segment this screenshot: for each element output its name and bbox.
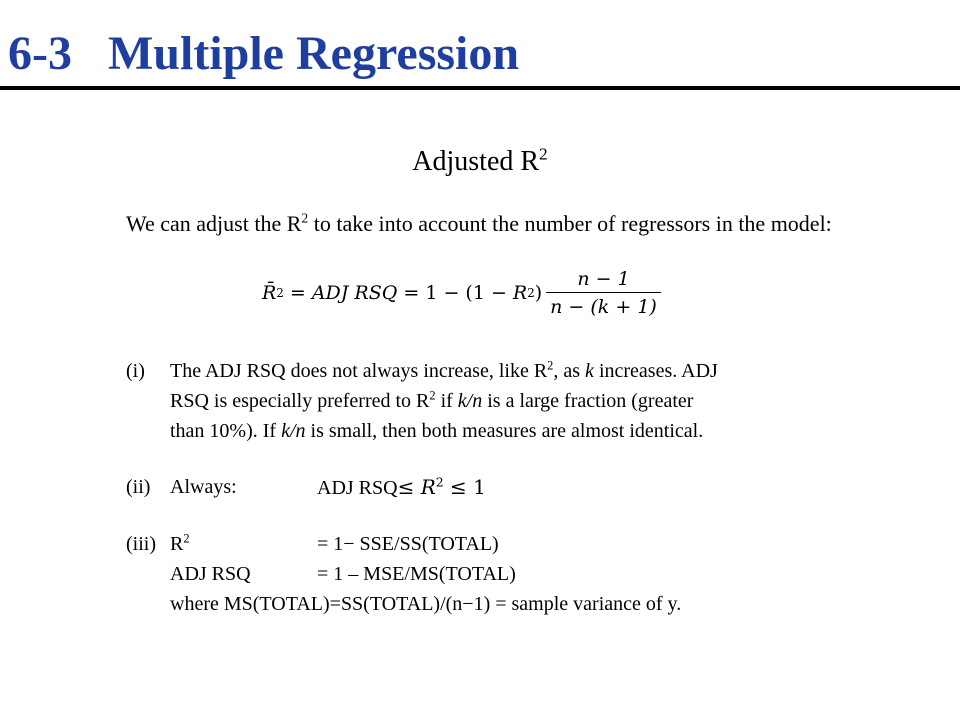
item-i-text: than 10%). If [170, 420, 282, 442]
item-i-text: is a large fraction (greater [482, 390, 694, 412]
item-iii-eq1: = 1− SSE/SS(TOTAL) [317, 533, 499, 555]
item-iii-superscript: 2 [183, 531, 190, 546]
intro-paragraph [126, 208, 856, 240]
item-iii-eq2: = 1 – MSE/MS(TOTAL) [317, 563, 516, 585]
title-divider [0, 86, 960, 90]
list-item-i [126, 356, 846, 386]
item-i-superscript: 2 [429, 388, 436, 403]
item-ii-text: ≤ 1 [443, 475, 486, 499]
adjusted-r2-formula: R̄ 2 = ADJ RSQ = 1 − (1 − R 2 ) $\frac{n - 1}{n - (k + 1)}$ [262, 268, 661, 318]
item-marker: (ii) [126, 476, 151, 498]
formula-close: ) [534, 282, 543, 304]
formula-adj: ADJ RSQ [311, 282, 398, 304]
formula-denominator: n − (k + 1) [546, 292, 661, 318]
item-i-variable: k [585, 360, 594, 382]
list-item-ii [126, 472, 846, 503]
item-iii-where: where MS(TOTAL)=SS(TOTAL)/(n−1) = sample variance of y. [170, 593, 682, 615]
formula-eq1: = [283, 282, 312, 304]
item-i-text: if [435, 390, 458, 412]
item-iii-line2 [126, 559, 846, 589]
notes-list [126, 356, 846, 619]
item-iii-text: R [170, 533, 184, 555]
item-marker: (i) [126, 360, 145, 382]
item-i-superscript: 2 [547, 358, 554, 373]
item-i-text: The ADJ RSQ does not always increase, like R [170, 360, 548, 382]
item-marker: (iii) [126, 533, 156, 555]
formula-lhs: R̄ [262, 282, 277, 304]
section-heading [0, 146, 960, 178]
slide-title: 6-3 Multiple Regression [8, 27, 520, 80]
item-i-text: is small, then both measures are almost identical. [305, 420, 704, 442]
intro-text-1: We can adjust the R [126, 211, 302, 236]
item-i-text: , as [553, 360, 586, 382]
formula-eq2: = 1 − (1 − [397, 282, 513, 304]
item-i-variable: k/n [457, 390, 483, 412]
item-ii-variable: R [420, 475, 436, 499]
item-i-line3 [126, 416, 846, 446]
item-iii-label-adj: ADJ RSQ [170, 563, 251, 585]
section-heading-text: Adjusted R [412, 146, 540, 177]
list-item-iii [126, 529, 846, 559]
item-ii-text: ADJ RSQ [317, 477, 398, 499]
item-ii-label: Always: [170, 476, 237, 498]
formula-numerator: n − 1 [577, 268, 630, 290]
item-ii-expression [317, 472, 486, 503]
intro-text-2: to take into account the number of regressors in the model: [308, 211, 832, 236]
formula-r: R [512, 282, 528, 304]
item-i-text: RSQ is especially preferred to R [170, 390, 430, 412]
item-i-line1 [170, 356, 718, 386]
item-iii-label-r2 [170, 529, 317, 559]
item-i-line2 [126, 386, 846, 416]
intro-superscript: 2 [301, 210, 309, 226]
item-i-variable: k/n [281, 420, 306, 442]
item-ii-superscript: 2 [435, 474, 444, 490]
item-ii-text: ≤ [397, 475, 421, 499]
section-heading-superscript: 2 [539, 144, 548, 164]
formula-fraction [546, 268, 661, 318]
item-i-text: increases. ADJ [593, 360, 718, 382]
